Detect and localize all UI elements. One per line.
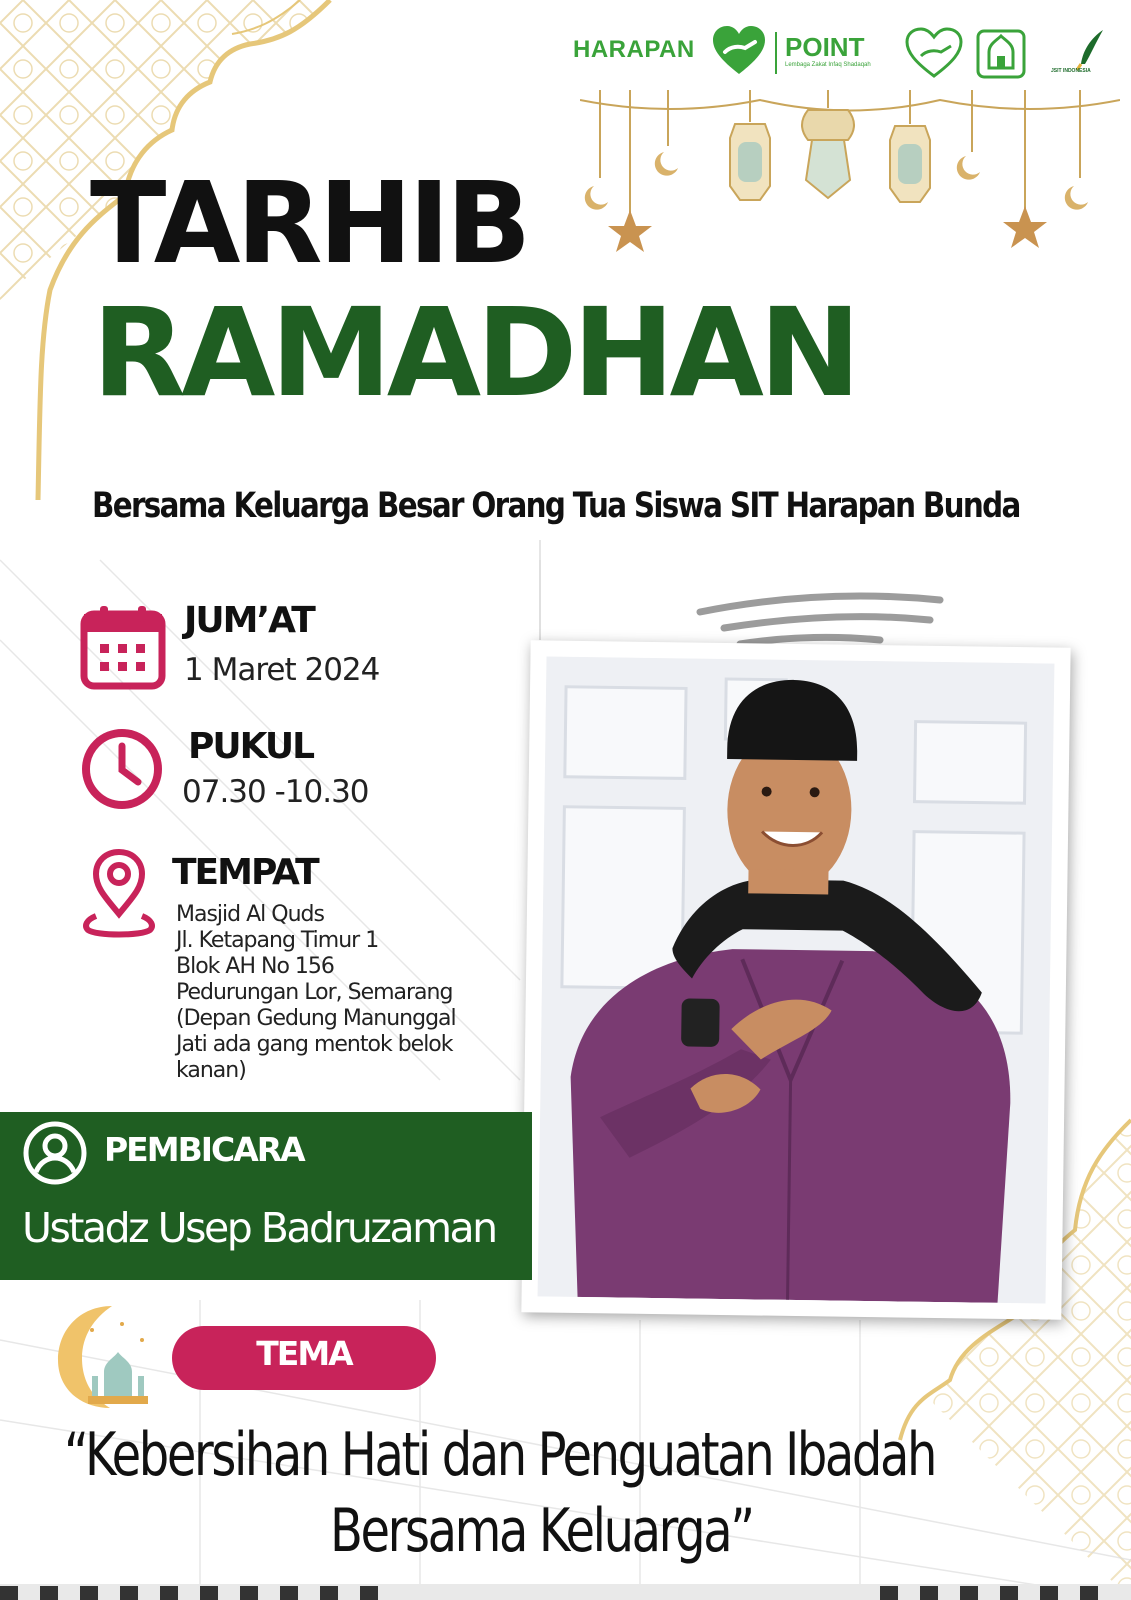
address-line: (Depan Gedung Manunggal <box>176 1006 456 1031</box>
time-label: PUKUL <box>188 726 314 767</box>
time-value: 07.30 -10.30 <box>182 774 369 810</box>
heart-outline-logo-icon <box>903 26 965 82</box>
theme-line-1: “Kebersihan Hati dan Penguatan Ibadah <box>64 1420 936 1490</box>
address-block <box>176 902 456 1084</box>
point-logo-subtitle: Lembaga Zakat Infaq Shadaqah <box>785 62 871 68</box>
speaker-photo <box>538 656 1055 1303</box>
address-line: Pedurungan Lor, Semarang <box>176 980 453 1005</box>
date-value: 1 Maret 2024 <box>184 652 380 688</box>
theme-line-2: Bersama Keluarga” <box>330 1496 753 1566</box>
title-line-2: RAMADHAN <box>92 282 857 424</box>
logo-separator <box>775 32 777 74</box>
location-pin-icon <box>80 848 158 938</box>
clock-icon <box>78 724 168 814</box>
address-line: kanan) <box>176 1058 246 1083</box>
calendar-icon <box>78 604 168 694</box>
subtitle: Bersama Keluarga Besar Orang Tua Siswa SIT Harapan Bunda <box>92 486 1020 526</box>
theme-label: TEMA <box>256 1334 352 1373</box>
place-label: TEMPAT <box>172 852 318 893</box>
mosque-emblem-logo-icon <box>975 28 1027 80</box>
date-label: JUM’AT <box>184 600 314 641</box>
speaker-label: PEMBICARA <box>104 1130 304 1169</box>
address-line: Jl. Ketapang Timur 1 <box>176 928 379 953</box>
address-line: Jati ada gang mentok belok <box>176 1032 453 1057</box>
address-line: Masjid Al Quds <box>176 902 324 927</box>
jsit-logo-text: JSIT INDONESIA <box>1051 68 1091 74</box>
heart-hands-logo-icon <box>711 24 767 80</box>
sponsor-logos <box>573 24 1113 84</box>
speaker-illustration <box>538 656 1055 1303</box>
address-line: Blok AH No 156 <box>176 954 334 979</box>
speaker-photo-frame <box>521 640 1070 1319</box>
title-line-1: TARHIB <box>90 159 528 289</box>
hanging-lanterns-decoration <box>580 90 1120 270</box>
speaker-name: Ustadz Usep Badruzaman <box>22 1204 496 1252</box>
harapan-logo-text: HARAPAN <box>573 36 695 63</box>
user-icon <box>22 1120 88 1186</box>
point-logo-text: POINT <box>785 32 865 62</box>
crescent-mosque-icon <box>52 1300 164 1412</box>
